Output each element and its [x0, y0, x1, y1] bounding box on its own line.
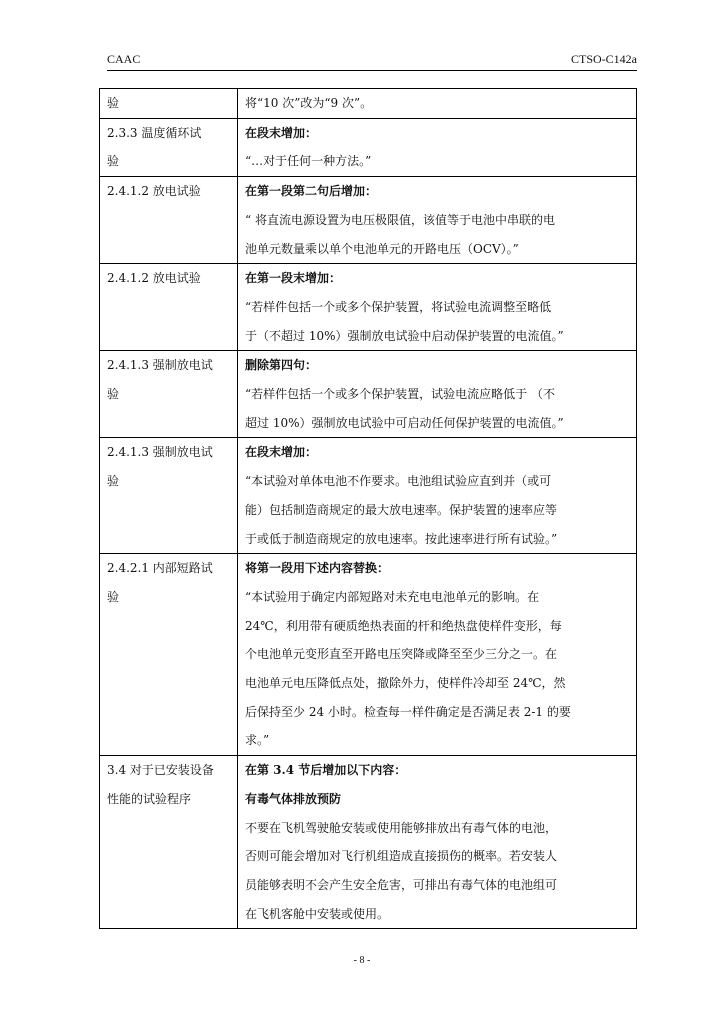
- section-label: 2.3.3 温度循环试: [107, 125, 202, 140]
- section-label: 2.4.1.2 放电试验: [107, 184, 201, 199]
- section-cell: [100, 89, 238, 119]
- section-label: 2.4.1.2 放电试验: [107, 271, 201, 286]
- table-row: [100, 554, 637, 756]
- header-rule: [107, 70, 637, 71]
- table-row: [100, 438, 637, 554]
- section-label: 2.4.1.3 强制放电试: [107, 358, 213, 373]
- change-instruction: 将第一段用下述内容替换：: [245, 561, 390, 576]
- table-row: [100, 756, 637, 929]
- section-label: 3.4 对于已安装设备: [107, 763, 214, 778]
- page-header: [107, 52, 637, 70]
- section-cell: [100, 264, 238, 351]
- change-cell: [238, 351, 637, 438]
- section-label: 验: [107, 154, 120, 169]
- change-text-line: 24℃，利用带有硬质绝热表面的杆和绝热盘使样件变形，每: [245, 618, 562, 633]
- section-label: 性能的试验程序: [107, 791, 192, 806]
- change-text-line: “本试验对单体电池不作要求。电池组试验应直到并（或可: [245, 474, 552, 489]
- change-subheading: 有毒气体排放预防: [245, 791, 342, 806]
- table-row: [100, 118, 637, 176]
- section-cell: [100, 177, 238, 264]
- change-text-line: “若样件包括一个或多个保护装置，试验电流应略低于 （不: [245, 387, 555, 402]
- table-row: [100, 264, 637, 351]
- change-cell: [238, 177, 637, 264]
- change-cell: [238, 554, 637, 756]
- change-text-line: 池单元数量乘以单个电池单元的开路电压（OCV）。”: [245, 241, 519, 256]
- change-text-line: 员能够表明不会产生安全危害，可排出有毒气体的电池组可: [245, 877, 558, 892]
- change-text-line: 于（不超过 10%）强制放电试验中启动保护装置的电流值。”: [245, 328, 564, 343]
- change-instruction: 在段末增加：: [245, 125, 318, 140]
- amendment-table-body: [100, 89, 637, 929]
- change-text-line: “若样件包括一个或多个保护装置，将试验电流调整至略低: [245, 299, 552, 314]
- change-cell: [238, 264, 637, 351]
- table-row: [100, 351, 637, 438]
- change-instruction: 在第 3.4 节后增加以下内容：: [245, 763, 407, 778]
- change-text-line: 后保持至少 24 小时。检查每一样件确定是否满足表 2-1 的要: [245, 704, 571, 719]
- page-number: - 8 -: [353, 955, 371, 966]
- change-text-line: “ 将直流电源设置为电压极限值，该值等于电池中串联的电: [245, 212, 555, 227]
- section-label: 2.4.1.3 强制放电试: [107, 445, 213, 460]
- change-text-line: 求。”: [245, 733, 270, 748]
- section-cell: [100, 554, 238, 756]
- change-instruction: 删除第四句：: [245, 358, 318, 373]
- change-text-line: “…对于任何一种方法。”: [245, 154, 372, 169]
- change-cell: [238, 118, 637, 176]
- change-text-line: 不要在飞机驾驶舱安装或使用能够排放出有毒气体的电池，: [245, 820, 558, 835]
- section-label: 2.4.2.1 内部短路试: [107, 561, 213, 576]
- section-cell: [100, 756, 238, 929]
- change-text-line: “本试验用于确定内部短路对未充电电池单元的影响。在: [245, 589, 540, 604]
- change-cell: [238, 89, 637, 119]
- change-cell: [238, 756, 637, 929]
- change-text-line: 否则可能会增加对飞行机组造成直接损伤的概率。若安装人: [245, 849, 558, 864]
- change-text-line: 电池单元电压降低点处，撤除外力，使样件冷却至 24℃，然: [245, 676, 566, 691]
- section-label: 验: [107, 387, 120, 402]
- change-instruction: 在段末增加：: [245, 445, 318, 460]
- section-label: 验: [107, 96, 120, 110]
- table-row: [100, 177, 637, 264]
- change-text-line: 于或低于制造商规定的放电速率。按此速率进行所有试验。”: [245, 531, 558, 546]
- amendment-table: [99, 88, 637, 929]
- change-instruction: 在第一段末增加：: [245, 271, 342, 286]
- change-text-line: 个电池单元变形直至开路电压突降或降至至少三分之一。在: [245, 647, 558, 662]
- change-text-line: 超过 10%）强制放电试验中可启动任何保护装置的电流值。”: [245, 415, 564, 430]
- section-cell: [100, 118, 238, 176]
- table-row: [100, 89, 637, 119]
- section-label: 验: [107, 589, 120, 604]
- change-instruction: 在第一段第二句后增加：: [245, 184, 378, 199]
- section-label: 验: [107, 474, 120, 489]
- section-cell: [100, 351, 238, 438]
- header-right: CTSO-C142a: [571, 52, 637, 66]
- change-text-line: 在飞机客舱中安装或使用。: [245, 906, 390, 921]
- change-cell: [238, 438, 637, 554]
- section-cell: [100, 438, 238, 554]
- change-text-line: 能）包括制造商规定的最大放电速率。保护装置的速率应等: [245, 502, 558, 517]
- header-left: CAAC: [107, 52, 141, 66]
- change-text-line: 将“10 次”改为“9 次”。: [245, 96, 373, 110]
